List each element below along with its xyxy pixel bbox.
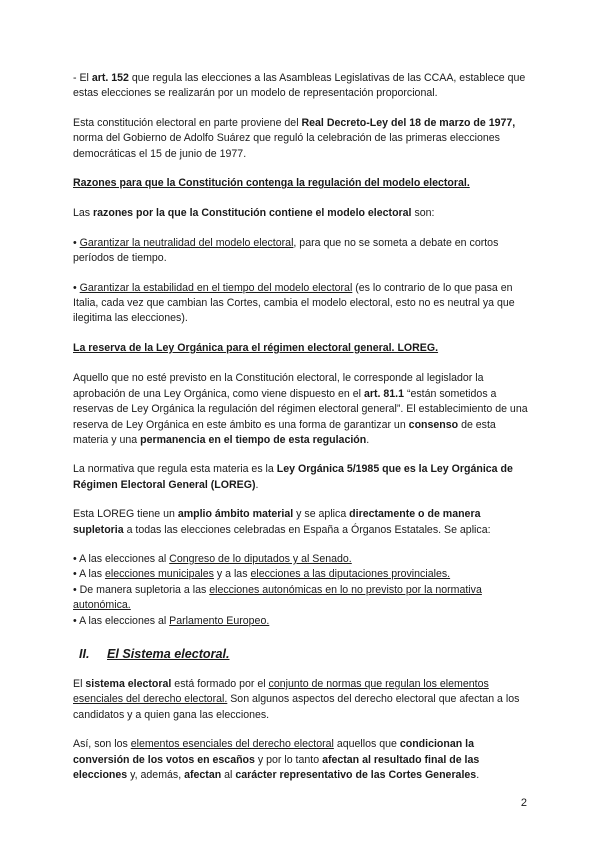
- paragraph-ley-organica: [73, 371, 531, 448]
- bold-text: permanencia en el tiempo de esta regulación: [140, 433, 367, 446]
- text: y por lo tanto: [254, 753, 323, 766]
- text: Las: [73, 207, 94, 220]
- paragraph-loreg-ambito: [73, 507, 531, 538]
- text: que regula las elecciones a las Asambleas Legislativas de las CCAA, establece que estas elecciones se realizarán por un modelo de representación proporcional.: [73, 72, 526, 100]
- paragraph-elementos-esenciales: [73, 737, 531, 783]
- bullet-estabilidad: [73, 281, 531, 327]
- text: está formado por el: [171, 677, 269, 690]
- paragraph-normativa: [73, 462, 531, 493]
- section-title-text: El Sistema electoral.: [107, 646, 230, 661]
- bold-text: amplio ámbito material: [177, 508, 294, 521]
- list-item: [73, 552, 531, 567]
- bold-text: directamente o de manera supletoria: [73, 508, 481, 536]
- text: norma del Gobierno de Adolfo Suárez que reguló la celebración de las primeras elecciones democráticas el 15 de junio de 1977.: [73, 132, 500, 160]
- text: , para que no se someta a debate en cortos períodos de tiempo.: [73, 236, 499, 265]
- text: a todas las elecciones celebradas en España a Órganos Estatales. Se aplica:: [123, 523, 491, 536]
- paragraph-razones-intro: [73, 206, 531, 221]
- bold-text: sistema electoral: [85, 677, 172, 690]
- text: Esta LOREG tiene un: [73, 508, 178, 521]
- text: .: [255, 478, 259, 491]
- text: • A las elecciones al: [73, 614, 170, 627]
- text: son:: [411, 207, 435, 220]
- text: (es lo contrario de lo que pasa en Italia, cada vez que cambian las Cortes, cambia el modelo electoral, esto no es neutral ya que ilegitima las elecciones).: [73, 281, 515, 325]
- text: - El: [73, 72, 92, 84]
- heading-reserva-loreg: La reserva de la Ley Orgánica para el régimen electoral general. LOREG.: [73, 341, 439, 354]
- bullet: •: [73, 281, 80, 294]
- text: Aquello que no esté previsto en la Constitución electoral, le corresponde al legislador la aprobación de una Ley Orgánica, como viene dispuesto en el: [73, 372, 484, 400]
- bold-text: razones por la que la Constitución contiene el modelo electoral: [93, 207, 412, 220]
- text: “están sometidos a reservas de Ley Orgánica la regulación del régimen electoral general”. El establecimiento de una reserva de Ley Orgánica en este ámbito es una forma de garantizar un: [73, 387, 528, 431]
- underlined-text: Congreso de lo diputados y al Senado.: [169, 552, 352, 565]
- bullet: •: [73, 236, 80, 249]
- text: • De manera supletoria a las: [73, 583, 210, 596]
- text: aquellos que: [333, 738, 400, 751]
- bold-text: art. 81.1: [363, 387, 404, 400]
- heading-razones: Razones para que la Constitución contenga la regulación del modelo electoral.: [73, 177, 470, 190]
- underlined-text: Garantizar la estabilidad en el tiempo del modelo electoral: [79, 281, 353, 294]
- list-elecciones: [73, 552, 531, 629]
- underlined-text: Parlamento Europeo.: [169, 614, 270, 627]
- text: .: [476, 769, 480, 781]
- text: de esta materia y una: [73, 418, 496, 446]
- underlined-text: elecciones municipales: [104, 568, 214, 581]
- bullet-neutralidad: [73, 236, 531, 267]
- text: Esta constitución electoral en parte proviene del: [73, 116, 302, 129]
- text: • A las elecciones al: [73, 552, 170, 565]
- underlined-text: elecciones a las diputaciones provinciales.: [250, 568, 451, 581]
- underlined-text: elecciones autonómicas en lo no previsto por la normativa autonómica.: [73, 583, 482, 612]
- paragraph-sistema-electoral: [73, 677, 531, 723]
- bold-text: condicionan la conversión de los votos en escaños: [73, 738, 475, 766]
- text: Así, son los: [73, 738, 131, 751]
- text: El: [73, 677, 86, 690]
- page-number: 2: [520, 797, 527, 809]
- page-content: [73, 71, 531, 797]
- text: al: [221, 769, 236, 781]
- section-number: II.: [79, 646, 90, 661]
- bold-text: Real Decreto-Ley del 18 de marzo de 1977,: [301, 116, 516, 129]
- text: La normativa que regula esta materia es la: [73, 463, 277, 476]
- bold-text: art. 152: [91, 72, 129, 84]
- text: Son algunos aspectos del derecho electoral que afectan a los candidatos y a quien gana las elecciones.: [73, 693, 520, 721]
- text: y, además,: [127, 769, 185, 781]
- bold-text: consenso: [408, 418, 459, 431]
- list-item: [73, 583, 531, 614]
- underlined-text: elementos esenciales del derecho electoral: [130, 738, 334, 751]
- paragraph-art-152: [73, 71, 531, 102]
- text: • A las: [73, 568, 105, 581]
- bold-text: carácter representativo de las Cortes Generales: [235, 769, 477, 781]
- paragraph-real-decreto: [73, 116, 531, 162]
- list-item: [73, 567, 531, 582]
- list-item: [73, 614, 531, 629]
- bold-text: afectan al resultado final de las elecciones: [73, 753, 480, 781]
- bold-text: Ley Orgánica 5/1985 que es la Ley Orgánica de Régimen Electoral General (LOREG): [73, 463, 513, 491]
- text: .: [366, 433, 370, 446]
- text: y a las: [213, 568, 251, 581]
- text: y se aplica: [293, 508, 350, 521]
- underlined-text: Garantizar la neutralidad del modelo electoral: [79, 236, 294, 249]
- bold-text: afectan: [184, 769, 222, 781]
- section-title: [79, 645, 531, 663]
- underlined-text: conjunto de normas que regulan los elementos esenciales del derecho electoral.: [73, 677, 489, 706]
- spacer: [73, 629, 531, 643]
